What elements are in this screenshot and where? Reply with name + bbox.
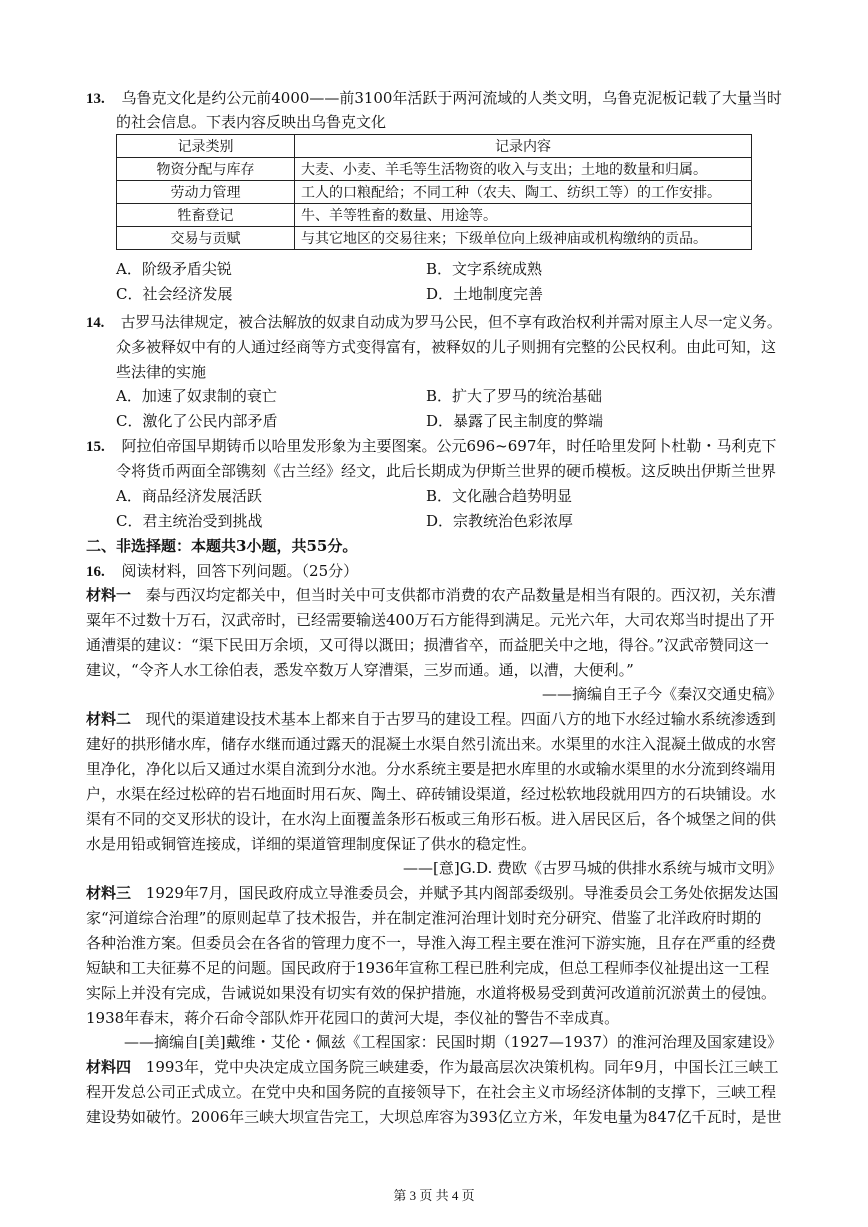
header-category: 记录类别 <box>117 135 295 158</box>
q14-line2: 众多被释奴中有的人通过经商等方式变得富有，被释奴的儿子则拥有完整的公民权利。由此可知，这 <box>116 338 777 356</box>
q13-option-a[interactable]: A．阶级矛盾尖锐 <box>116 260 232 278</box>
row-content: 工人的口粮配给；不同工种（农夫、陶工、纺织工等）的工作安排。 <box>295 181 752 204</box>
material-2-text: 水是用铅或铜管连接成，详细的渠道管理制度保证了供水的稳定性。 <box>86 835 537 853</box>
page-number: 第 3 页 共 4 页 <box>393 1188 475 1203</box>
q13-option-c[interactable]: C．社会经济发展 <box>116 285 233 303</box>
material-2-label: 材料二 <box>86 710 132 728</box>
material-1-line <box>86 583 776 607</box>
material-2-text: 里净化，净化以后又通过水渠自流到分水池。分水系统主要是把水库里的水或输水渠里的水分流到终端用 <box>86 760 777 778</box>
q14-option-b[interactable]: B．扩大了罗马的统治基础 <box>426 387 603 405</box>
q14-number: 14. <box>86 315 105 331</box>
material-3-text: 1938年春末，蒋介石命令部队炸开花园口的黄河大堤，李仪祉的警告不幸成真。 <box>86 1009 620 1027</box>
q15-option-b[interactable]: B．文化融合趋势明显 <box>426 487 573 505</box>
table-row <box>117 181 752 204</box>
q16-line <box>86 559 358 584</box>
material-3-text: 1929年7月，国民政府成立导淮委员会，并赋予其内阁部委级别。导淮委员会工务处依据发达国 <box>145 884 779 902</box>
material-4-text: 程开发总公司正式成立。在党中央和国务院的直接领导下，在社会主义市场经济体制的支撑下，三峡工程 <box>86 1083 777 1101</box>
row-category: 牲畜登记 <box>117 204 295 227</box>
q15-option-a[interactable]: A．商品经济发展活跃 <box>116 487 262 505</box>
material-3-label: 材料三 <box>86 884 132 902</box>
q15-option-d[interactable]: D．宗教统治色彩浓厚 <box>426 512 574 530</box>
material-3-line <box>86 881 779 905</box>
q14-option-c[interactable]: C．激化了公民内部矛盾 <box>116 412 278 430</box>
material-2-source: ——[意]G.D. 费欧《古罗马城的供排水系统与城市文明》 <box>403 859 782 877</box>
material-2-text: 户，水渠在经过松碎的岩石地面时用石灰、陶土、碎砖铺设渠道，经过松软地段就用四方的石块铺设。水 <box>86 785 777 803</box>
q13-number: 13. <box>86 91 105 107</box>
material-1-text: 通漕渠的建议：“渠下民田万余顷，又可得以溉田；损漕省卒，而益肥关中之地，得谷。”汉武帝赞同这一 <box>86 636 769 654</box>
q15-line1 <box>86 434 776 459</box>
record-table <box>116 134 752 250</box>
row-content: 大麦、小麦、羊毛等生活物资的收入与支出；土地的数量和归属。 <box>295 158 752 181</box>
material-2-line <box>86 707 776 731</box>
q14-option-a[interactable]: A．加速了奴隶制的衰亡 <box>116 387 277 405</box>
material-1-text: 建议，“令齐人水工徐伯表，悉发卒数万人穿漕渠，三岁而通。通，以漕，大便利。” <box>86 661 634 679</box>
q15-option-c[interactable]: C．君主统治受到挑战 <box>116 512 263 530</box>
q16-intro: 阅读材料，回答下列问题。（25分） <box>121 562 359 580</box>
q13-line2: 的社会信息。下表内容反映出乌鲁克文化 <box>116 113 387 131</box>
q13-line1 <box>86 86 782 111</box>
material-4-line <box>86 1055 779 1079</box>
q13-text-1: 乌鲁克文化是约公元前4000——前3100年活跃于两河流域的人类文明，乌鲁克泥板记载了大量当时 <box>121 89 782 107</box>
material-1-text: 粟年不过数十万石，汉武帝时，已经需要输送400万石方能得到满足。元光六年，大司农郑当时提出了开 <box>86 611 775 629</box>
q14-text-1: 古罗马法律规定，被合法解放的奴隶自动成为罗马公民，但不享有政治权利并需对原主人尽一定义务。 <box>120 313 782 331</box>
material-4-text: 建设势如破竹。2006年三峡大坝宣告完工，大坝总库容为393亿立方米，年发电量为847亿千瓦时，是世 <box>86 1108 782 1126</box>
table-row <box>117 227 752 250</box>
q15-number: 15. <box>86 439 105 455</box>
q15-text-1: 阿拉伯帝国早期铸币以哈里发形象为主要图案。公元696~697年，时任哈里发阿卜杜勒・马利克下 <box>121 437 777 455</box>
material-3-text: 实际上并没有完成，告诫说如果没有切实有效的保护措施，水道将极易受到黄河改道前沉淤黄土的侵蚀。 <box>86 984 777 1002</box>
header-content: 记录内容 <box>295 135 752 158</box>
material-3-text: 家“河道综合治理”的原则起草了技术报告，并在制定淮河治理计划时充分研究、借鉴了北洋政府时期的 <box>86 909 762 927</box>
material-2-text: 现代的渠道建设技术基本上都来自于古罗马的建设工程。四面八方的地下水经过输水系统渗透到 <box>145 710 776 728</box>
material-3-source: ——摘编自[美]戴维・艾伦・佩兹《工程国家：民国时期（1927—1937）的淮河治理及国家建设》 <box>123 1033 782 1051</box>
section-2-heading: 二、非选择题：本题共3小题，共55分。 <box>86 537 358 555</box>
table-row <box>117 204 752 227</box>
q13-option-d[interactable]: D．土地制度完善 <box>426 285 544 303</box>
material-3-text: 各种治淮方案。但委员会在各省的管理力度不一，导淮入海工程主要在淮河下游实施，且存在严重的经费 <box>86 934 777 952</box>
table-header-row <box>117 135 752 158</box>
material-1-label: 材料一 <box>86 586 132 604</box>
row-category: 物资分配与库存 <box>117 158 295 181</box>
q15-line2: 令将货币两面全部镌刻《古兰经》经文，此后长期成为伊斯兰世界的硬币模板。这反映出伊斯兰世界 <box>116 462 777 480</box>
q14-line1 <box>86 310 782 335</box>
row-content: 与其它地区的交易往来；下级单位向上级神庙或机构缴纳的贡品。 <box>295 227 752 250</box>
q14-option-d[interactable]: D．暴露了民主制度的弊端 <box>426 412 604 430</box>
material-3-text: 短缺和工夫征募不足的问题。国民政府于1936年宣称工程已胜利完成，但总工程师李仪祉提出这一工程 <box>86 959 770 977</box>
q14-line3: 些法律的实施 <box>116 363 207 381</box>
material-4-text: 1993年，党中央决定成立国务院三峡建委，作为最高层次决策机构。同年9月，中国长江三峡工 <box>145 1058 779 1076</box>
row-content: 牛、羊等牲畜的数量、用途等。 <box>295 204 752 227</box>
material-1-text: 秦与西汉均定都关中，但当时关中可支供都市消费的农产品数量是相当有限的。西汉初，关东漕 <box>145 586 776 604</box>
material-2-text: 建好的拱形储水库，储存水继而通过露天的混凝土水渠自然引流出来。水渠里的水注入混凝土做成的水窖 <box>86 735 777 753</box>
row-category: 劳动力管理 <box>117 181 295 204</box>
material-2-text: 渠有不同的交叉形状的设计，在水沟上面覆盖条形石板或三角形石板。进入居民区后，各个城堡之间的供 <box>86 810 777 828</box>
table-row <box>117 158 752 181</box>
q13-option-b[interactable]: B．文字系统成熟 <box>426 260 543 278</box>
material-1-source: ——摘编自王子今《秦汉交通史稿》 <box>541 685 782 703</box>
q16-number: 16. <box>86 564 105 580</box>
row-category: 交易与贡赋 <box>117 227 295 250</box>
material-4-label: 材料四 <box>86 1058 132 1076</box>
